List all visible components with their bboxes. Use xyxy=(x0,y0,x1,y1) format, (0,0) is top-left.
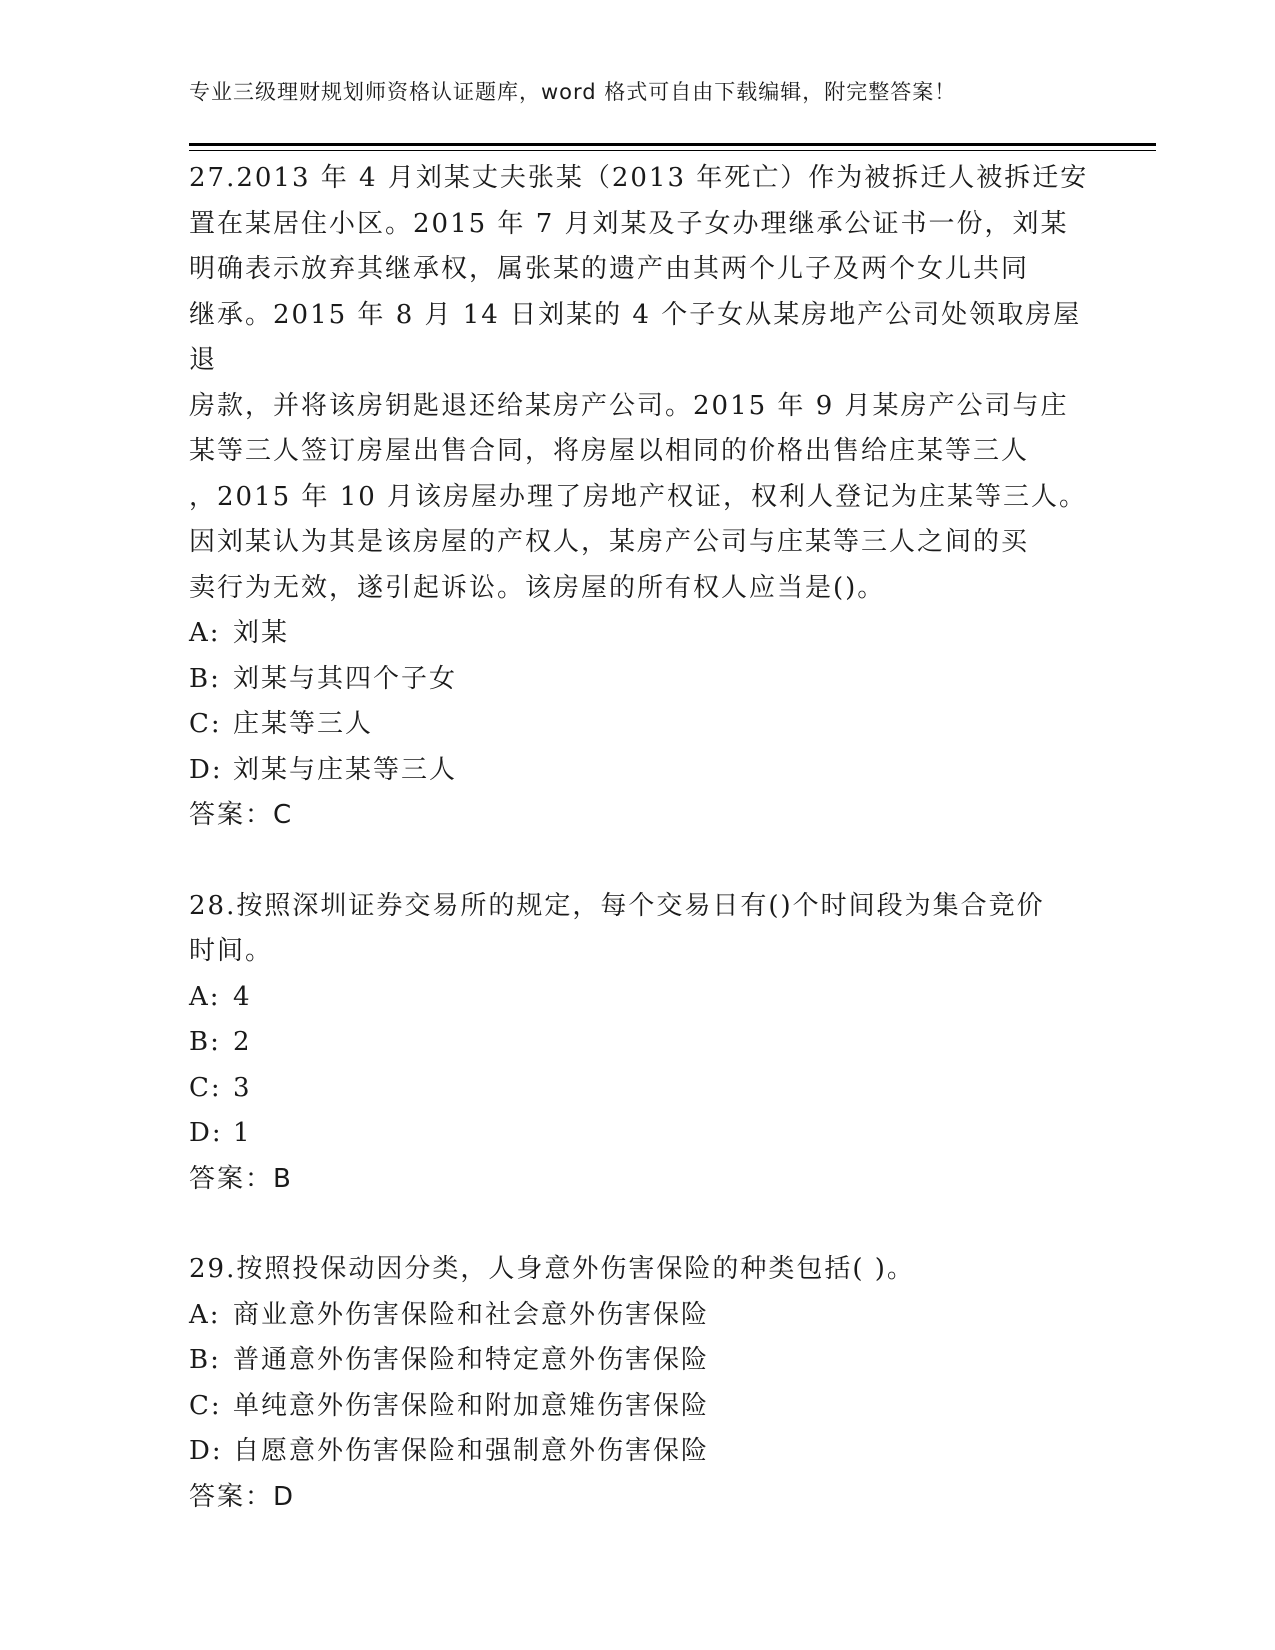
option-letter: A: xyxy=(189,1299,221,1330)
option-text: 刘某与其四个子女 xyxy=(233,663,458,694)
question-line: 时间。 xyxy=(189,936,274,966)
option-letter: A: xyxy=(189,618,221,648)
question-28 xyxy=(189,884,1089,1203)
answer-line: 答案：B xyxy=(189,1163,293,1194)
option-d xyxy=(189,1111,1089,1157)
option-text: 自愿意外伤害保险和强制意外伤害保险 xyxy=(233,1436,710,1466)
question-list xyxy=(189,156,1089,1520)
option-letter: C: xyxy=(189,709,222,739)
question-line: 房款，并将该房钥匙退还给某房产公司。2015 年 9 月某房产公司与庄 xyxy=(189,390,1069,421)
option-letter: C: xyxy=(189,1390,222,1421)
option-letter: D: xyxy=(189,1118,223,1148)
question-29 xyxy=(189,1247,1089,1520)
question-line: 某等三人签订房屋出售合同，将房屋以相同的价格出售给庄某等三人 xyxy=(189,436,1030,466)
option-a xyxy=(189,611,1089,657)
option-text: 1 xyxy=(233,1118,252,1148)
option-a xyxy=(189,975,1089,1021)
question-line: 因刘某认为其是该房屋的产权人，某房产公司与庄某等三人之间的买 xyxy=(189,527,1030,557)
option-letter: B: xyxy=(189,1345,221,1375)
option-b xyxy=(189,1338,1089,1384)
option-d xyxy=(189,1429,1089,1475)
header-rule-thin xyxy=(189,150,1156,151)
option-letter: B: xyxy=(189,1027,221,1057)
option-text: 商业意外伤害保险和社会意外伤害保险 xyxy=(233,1299,710,1330)
option-letter: D: xyxy=(189,754,223,785)
option-text: 庄某等三人 xyxy=(233,709,374,739)
option-c xyxy=(189,702,1089,748)
option-letter: B: xyxy=(189,663,221,694)
question-line: 卖行为无效，遂引起诉讼。该房屋的所有权人应当是()。 xyxy=(189,572,886,603)
question-27 xyxy=(189,156,1089,839)
option-text: 3 xyxy=(233,1072,252,1103)
question-line: 继承。2015 年 8 月 14 日刘某的 4 个子女从某房地产公司处领取房屋退 xyxy=(189,299,1082,375)
question-line: 27.2013 年 4 月刘某丈夫张某（2013 年死亡）作为被拆迁人被拆迁安 xyxy=(189,163,1089,193)
option-text: 2 xyxy=(233,1027,252,1057)
answer-line: 答案：D xyxy=(189,1481,296,1512)
option-text: 4 xyxy=(233,981,252,1012)
option-d xyxy=(189,748,1089,794)
answer-line: 答案：C xyxy=(189,800,294,830)
option-text: 刘某 xyxy=(233,618,290,648)
option-text: 刘某与庄某等三人 xyxy=(233,754,458,785)
option-c xyxy=(189,1066,1089,1112)
question-line: 29.按照投保动因分类，人身意外伤害保险的种类包括( )。 xyxy=(189,1254,915,1284)
question-line: ，2015 年 10 月该房屋办理了房地产权证，权利人登记为庄某等三人。 xyxy=(189,481,1088,512)
header-rule-thick xyxy=(189,143,1156,146)
option-text: 普通意外伤害保险和特定意外伤害保险 xyxy=(233,1345,710,1375)
option-a xyxy=(189,1293,1089,1339)
option-b xyxy=(189,1020,1089,1066)
question-line: 28.按照深圳证券交易所的规定，每个交易日有()个时间段为集合竞价 xyxy=(189,890,1045,921)
option-letter: C: xyxy=(189,1072,222,1103)
option-text: 单纯意外伤害保险和附加意雉伤害保险 xyxy=(233,1390,710,1421)
question-line: 置在某居住小区。2015 年 7 月刘某及子女办理继承公证书一份，刘某 xyxy=(189,208,1069,239)
option-letter: A: xyxy=(189,981,221,1012)
option-letter: D: xyxy=(189,1436,223,1466)
option-c xyxy=(189,1384,1089,1430)
page-header: 专业三级理财规划师资格认证题库，word 格式可自由下载编辑，附完整答案！ xyxy=(189,80,957,104)
question-line: 明确表示放弃其继承权，属张某的遗产由其两个儿子及两个女儿共同 xyxy=(189,254,1030,284)
option-b xyxy=(189,657,1089,703)
